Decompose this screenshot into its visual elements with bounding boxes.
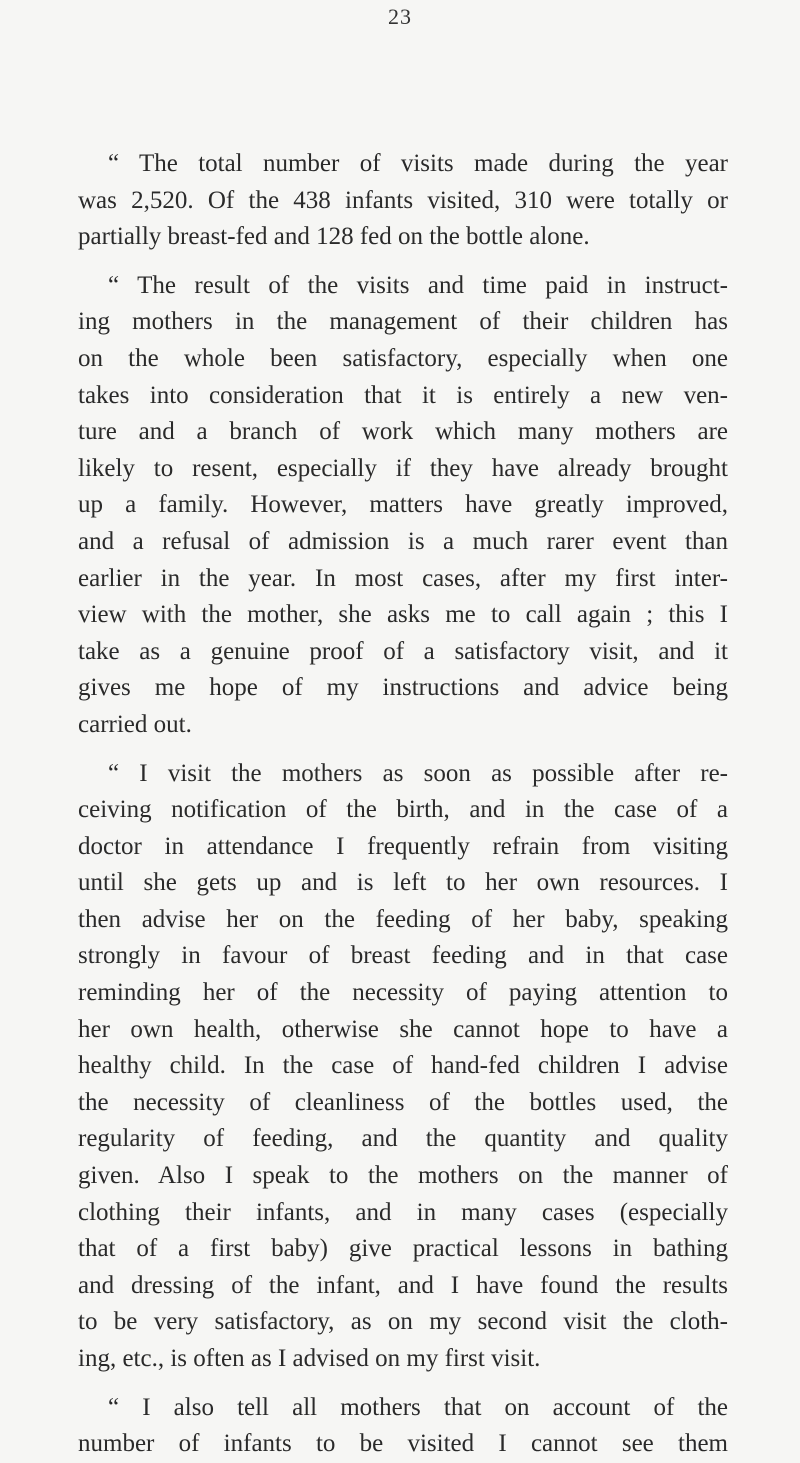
text-line: number of infants to be visited I cannot see them — [78, 1430, 728, 1458]
text-line: up a family. However, matters have greatly improved, — [78, 491, 728, 519]
text-line: gives me hope of my instructions and advice being — [78, 674, 728, 702]
text-line: partially breast-fed and 128 fed on the bottle alone. — [78, 223, 590, 251]
text-line: ing mothers in the management of their children has — [78, 308, 728, 336]
text-line: then advise her on the feeding of her baby, speaking — [78, 905, 728, 933]
paragraph — [78, 268, 728, 744]
page-number: 23 — [388, 4, 412, 29]
text-line: “ I visit the mothers as soon as possible after re- — [108, 759, 728, 787]
text-line: ing, etc., is often as I advised on my first visit. — [78, 1345, 541, 1372]
text-line: ture and a branch of work which many mothers are — [78, 418, 728, 446]
text-line: until she gets up and is left to her own resources. I — [78, 869, 728, 897]
text-line: “ The total number of visits made during the year — [108, 150, 728, 177]
text-line: earlier in the year. In most cases, after my first inter- — [78, 564, 728, 592]
paragraph-gap — [78, 1378, 728, 1390]
text-line: reminding her of the necessity of paying attention to — [78, 979, 728, 1007]
text-line: the necessity of cleanliness of the bottles used, the — [78, 1088, 728, 1116]
text-line: take as a genuine proof of a satisfactory visit, and it — [78, 637, 728, 665]
paragraph — [78, 756, 728, 1378]
text-line: her own health, otherwise she cannot hope to have a — [78, 1015, 728, 1043]
text-line: ceiving notification of the birth, and in the case of a — [78, 796, 728, 824]
text-line: and dressing of the infant, and I have found the results — [78, 1271, 728, 1299]
text-line: was 2,520. Of the 438 infants visited, 310 were totally or — [78, 186, 728, 214]
text-line: “ I also tell all mothers that on account of the — [108, 1393, 728, 1421]
text-line: doctor in attendance I frequently refrain from visiting — [78, 832, 728, 860]
text-line: view with the mother, she asks me to call again ; this I — [78, 601, 728, 629]
text-line: healthy child. In the case of hand-fed children I advise — [78, 1052, 728, 1080]
text-line: carried out. — [78, 710, 192, 738]
text-line: likely to resent, especially if they have already brought — [78, 454, 728, 482]
text-line: that of a first baby) give practical lessons in bathing — [78, 1235, 728, 1263]
paragraph — [78, 146, 728, 256]
text-line: strongly in favour of breast feeding and in that case — [78, 942, 728, 970]
text-line: regularity of feeding, and the quantity and quality — [78, 1125, 728, 1153]
body-text — [78, 146, 728, 1463]
text-line: takes into consideration that it is entirely a new ven- — [78, 381, 728, 409]
paragraph — [78, 1390, 728, 1463]
text-line: “ The result of the visits and time paid in instruct- — [108, 271, 728, 299]
paragraph-gap — [78, 744, 728, 756]
paragraph-gap — [78, 256, 728, 268]
text-line: on the whole been satisfactory, especially when one — [78, 344, 728, 372]
text-line: to be very satisfactory, as on my second visit the cloth- — [78, 1308, 728, 1336]
text-line: given. Also I speak to the mothers on the manner of — [78, 1162, 728, 1190]
text-line: clothing their infants, and in many cases (especially — [78, 1198, 728, 1226]
text-line: and a refusal of admission is a much rarer event than — [78, 527, 728, 555]
